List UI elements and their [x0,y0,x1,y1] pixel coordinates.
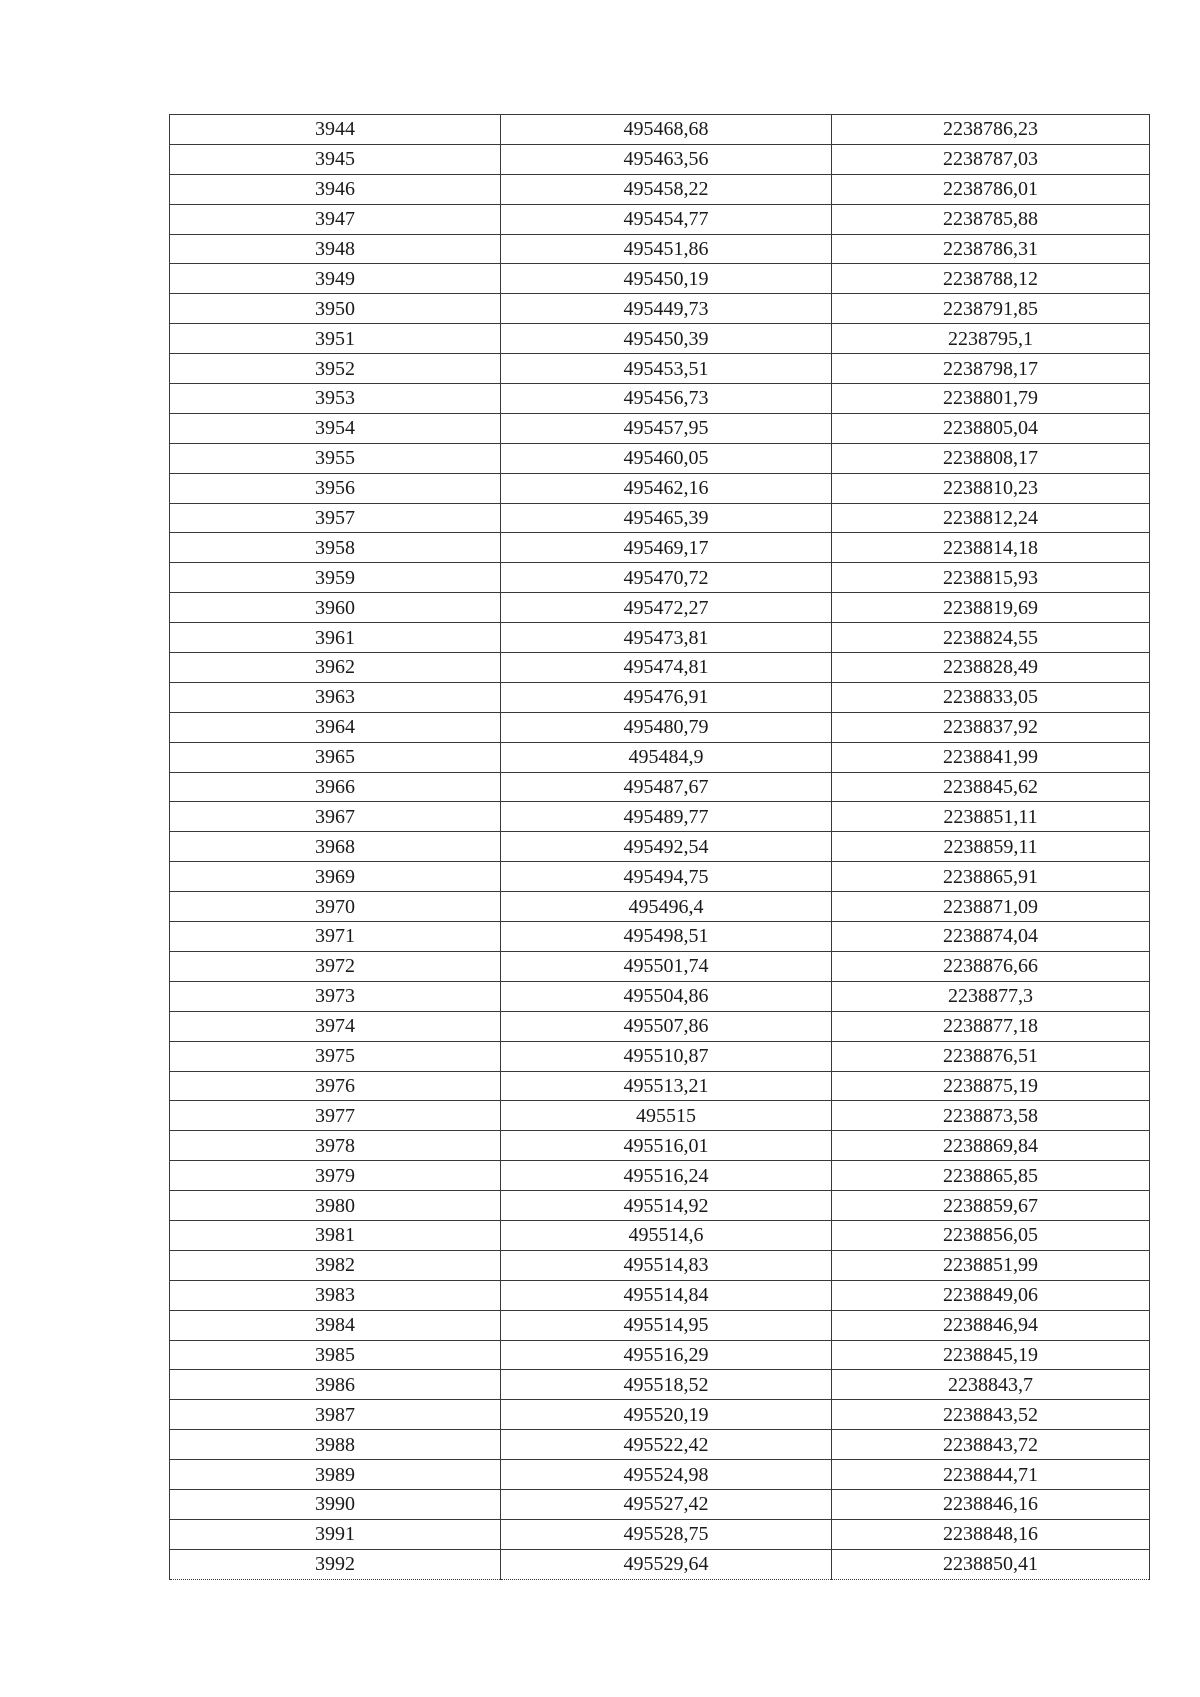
table-row [170,503,1150,533]
x-coordinate-cell: 495501,74 [501,951,832,981]
y-coordinate-cell: 2238815,93 [832,563,1150,593]
x-coordinate-cell: 495450,19 [501,264,832,294]
table-row [170,264,1150,294]
table-row [170,1250,1150,1280]
point-number-cell: 3960 [170,593,501,623]
point-number-cell: 3983 [170,1280,501,1310]
table-row [170,1549,1150,1579]
table-row [170,533,1150,563]
x-coordinate-cell: 495514,95 [501,1310,832,1340]
point-number-cell: 3974 [170,1011,501,1041]
point-number-cell: 3969 [170,862,501,892]
table-row [170,1220,1150,1250]
y-coordinate-cell: 2238849,06 [832,1280,1150,1310]
point-number-cell: 3958 [170,533,501,563]
point-number-cell: 3961 [170,623,501,653]
table-row [170,1519,1150,1549]
table-row [170,1011,1150,1041]
coordinates-table [169,114,1150,1580]
y-coordinate-cell: 2238786,23 [832,115,1150,145]
point-number-cell: 3959 [170,563,501,593]
table-row [170,1101,1150,1131]
table-row [170,1071,1150,1101]
point-number-cell: 3979 [170,1161,501,1191]
x-coordinate-cell: 495529,64 [501,1549,832,1579]
point-number-cell: 3975 [170,1041,501,1071]
table-row [170,1041,1150,1071]
y-coordinate-cell: 2238788,12 [832,264,1150,294]
table-row [170,1131,1150,1161]
x-coordinate-cell: 495468,68 [501,115,832,145]
x-coordinate-cell: 495457,95 [501,413,832,443]
y-coordinate-cell: 2238824,55 [832,623,1150,653]
y-coordinate-cell: 2238837,92 [832,712,1150,742]
point-number-cell: 3954 [170,413,501,443]
y-coordinate-cell: 2238856,05 [832,1220,1150,1250]
x-coordinate-cell: 495522,42 [501,1430,832,1460]
table-row [170,473,1150,503]
table-row [170,862,1150,892]
x-coordinate-cell: 495476,91 [501,682,832,712]
point-number-cell: 3968 [170,832,501,862]
y-coordinate-cell: 2238869,84 [832,1131,1150,1161]
table-row [170,174,1150,204]
x-coordinate-cell: 495514,6 [501,1220,832,1250]
y-coordinate-cell: 2238791,85 [832,294,1150,324]
point-number-cell: 3973 [170,981,501,1011]
table-row [170,115,1150,145]
x-coordinate-cell: 495494,75 [501,862,832,892]
x-coordinate-cell: 495463,56 [501,144,832,174]
table-row [170,623,1150,653]
point-number-cell: 3947 [170,204,501,234]
point-number-cell: 3955 [170,443,501,473]
x-coordinate-cell: 495454,77 [501,204,832,234]
x-coordinate-cell: 495462,16 [501,473,832,503]
y-coordinate-cell: 2238833,05 [832,682,1150,712]
y-coordinate-cell: 2238876,66 [832,951,1150,981]
point-number-cell: 3970 [170,892,501,922]
coordinates-table-body [170,115,1150,1580]
x-coordinate-cell: 495520,19 [501,1400,832,1430]
table-row [170,1460,1150,1490]
point-number-cell: 3948 [170,234,501,264]
point-number-cell: 3990 [170,1489,501,1519]
table-row [170,772,1150,802]
point-number-cell: 3944 [170,115,501,145]
point-number-cell: 3977 [170,1101,501,1131]
point-number-cell: 3992 [170,1549,501,1579]
point-number-cell: 3987 [170,1400,501,1430]
x-coordinate-cell: 495458,22 [501,174,832,204]
point-number-cell: 3950 [170,294,501,324]
x-coordinate-cell: 495516,01 [501,1131,832,1161]
y-coordinate-cell: 2238814,18 [832,533,1150,563]
table-row [170,563,1150,593]
y-coordinate-cell: 2238801,79 [832,384,1150,414]
y-coordinate-cell: 2238843,7 [832,1370,1150,1400]
table-row [170,742,1150,772]
table-row [170,384,1150,414]
table-row [170,144,1150,174]
table-row [170,593,1150,623]
table-row [170,1310,1150,1340]
y-coordinate-cell: 2238850,41 [832,1549,1150,1579]
table-row [170,712,1150,742]
y-coordinate-cell: 2238845,19 [832,1340,1150,1370]
y-coordinate-cell: 2238785,88 [832,204,1150,234]
x-coordinate-cell: 495449,73 [501,294,832,324]
y-coordinate-cell: 2238877,18 [832,1011,1150,1041]
x-coordinate-cell: 495469,17 [501,533,832,563]
point-number-cell: 3949 [170,264,501,294]
table-row [170,1340,1150,1370]
point-number-cell: 3964 [170,712,501,742]
x-coordinate-cell: 495516,24 [501,1161,832,1191]
x-coordinate-cell: 495514,84 [501,1280,832,1310]
point-number-cell: 3980 [170,1191,501,1221]
y-coordinate-cell: 2238843,52 [832,1400,1150,1430]
y-coordinate-cell: 2238787,03 [832,144,1150,174]
point-number-cell: 3953 [170,384,501,414]
y-coordinate-cell: 2238865,91 [832,862,1150,892]
y-coordinate-cell: 2238845,62 [832,772,1150,802]
table-row [170,981,1150,1011]
x-coordinate-cell: 495484,9 [501,742,832,772]
table-row [170,1430,1150,1460]
table-row [170,204,1150,234]
y-coordinate-cell: 2238843,72 [832,1430,1150,1460]
y-coordinate-cell: 2238851,11 [832,802,1150,832]
y-coordinate-cell: 2238798,17 [832,354,1150,384]
x-coordinate-cell: 495480,79 [501,712,832,742]
y-coordinate-cell: 2238810,23 [832,473,1150,503]
x-coordinate-cell: 495504,86 [501,981,832,1011]
point-number-cell: 3963 [170,682,501,712]
y-coordinate-cell: 2238871,09 [832,892,1150,922]
y-coordinate-cell: 2238846,94 [832,1310,1150,1340]
point-number-cell: 3986 [170,1370,501,1400]
x-coordinate-cell: 495527,42 [501,1489,832,1519]
y-coordinate-cell: 2238841,99 [832,742,1150,772]
y-coordinate-cell: 2238848,16 [832,1519,1150,1549]
table-row [170,1400,1150,1430]
table-row [170,1489,1150,1519]
point-number-cell: 3988 [170,1430,501,1460]
x-coordinate-cell: 495450,39 [501,324,832,354]
x-coordinate-cell: 495487,67 [501,772,832,802]
x-coordinate-cell: 495528,75 [501,1519,832,1549]
table-row [170,832,1150,862]
y-coordinate-cell: 2238808,17 [832,443,1150,473]
y-coordinate-cell: 2238851,99 [832,1250,1150,1280]
table-row [170,443,1150,473]
point-number-cell: 3985 [170,1340,501,1370]
x-coordinate-cell: 495516,29 [501,1340,832,1370]
y-coordinate-cell: 2238875,19 [832,1071,1150,1101]
y-coordinate-cell: 2238795,1 [832,324,1150,354]
table-row [170,1370,1150,1400]
y-coordinate-cell: 2238786,01 [832,174,1150,204]
y-coordinate-cell: 2238859,11 [832,832,1150,862]
x-coordinate-cell: 495515 [501,1101,832,1131]
point-number-cell: 3965 [170,742,501,772]
table-row [170,1280,1150,1310]
point-number-cell: 3989 [170,1460,501,1490]
table-row [170,802,1150,832]
table-row [170,1191,1150,1221]
point-number-cell: 3951 [170,324,501,354]
y-coordinate-cell: 2238846,16 [832,1489,1150,1519]
x-coordinate-cell: 495518,52 [501,1370,832,1400]
y-coordinate-cell: 2238812,24 [832,503,1150,533]
point-number-cell: 3976 [170,1071,501,1101]
point-number-cell: 3957 [170,503,501,533]
x-coordinate-cell: 495496,4 [501,892,832,922]
point-number-cell: 3972 [170,951,501,981]
table-row [170,1161,1150,1191]
x-coordinate-cell: 495453,51 [501,354,832,384]
point-number-cell: 3984 [170,1310,501,1340]
table-row [170,682,1150,712]
point-number-cell: 3952 [170,354,501,384]
table-row [170,892,1150,922]
x-coordinate-cell: 495507,86 [501,1011,832,1041]
x-coordinate-cell: 495492,54 [501,832,832,862]
x-coordinate-cell: 495498,51 [501,922,832,952]
table-row [170,413,1150,443]
y-coordinate-cell: 2238874,04 [832,922,1150,952]
point-number-cell: 3981 [170,1220,501,1250]
x-coordinate-cell: 495524,98 [501,1460,832,1490]
x-coordinate-cell: 495451,86 [501,234,832,264]
point-number-cell: 3945 [170,144,501,174]
point-number-cell: 3946 [170,174,501,204]
x-coordinate-cell: 495460,05 [501,443,832,473]
point-number-cell: 3966 [170,772,501,802]
point-number-cell: 3956 [170,473,501,503]
x-coordinate-cell: 495514,83 [501,1250,832,1280]
point-number-cell: 3991 [170,1519,501,1549]
x-coordinate-cell: 495470,72 [501,563,832,593]
y-coordinate-cell: 2238828,49 [832,653,1150,683]
table-row [170,653,1150,683]
y-coordinate-cell: 2238865,85 [832,1161,1150,1191]
point-number-cell: 3967 [170,802,501,832]
x-coordinate-cell: 495465,39 [501,503,832,533]
table-row [170,234,1150,264]
y-coordinate-cell: 2238873,58 [832,1101,1150,1131]
x-coordinate-cell: 495474,81 [501,653,832,683]
point-number-cell: 3971 [170,922,501,952]
table-row [170,324,1150,354]
x-coordinate-cell: 495514,92 [501,1191,832,1221]
table-row [170,951,1150,981]
y-coordinate-cell: 2238859,67 [832,1191,1150,1221]
y-coordinate-cell: 2238786,31 [832,234,1150,264]
y-coordinate-cell: 2238805,04 [832,413,1150,443]
table-row [170,354,1150,384]
x-coordinate-cell: 495513,21 [501,1071,832,1101]
table-row [170,922,1150,952]
x-coordinate-cell: 495473,81 [501,623,832,653]
x-coordinate-cell: 495456,73 [501,384,832,414]
y-coordinate-cell: 2238876,51 [832,1041,1150,1071]
point-number-cell: 3978 [170,1131,501,1161]
point-number-cell: 3962 [170,653,501,683]
x-coordinate-cell: 495472,27 [501,593,832,623]
table-row [170,294,1150,324]
point-number-cell: 3982 [170,1250,501,1280]
y-coordinate-cell: 2238819,69 [832,593,1150,623]
x-coordinate-cell: 495489,77 [501,802,832,832]
y-coordinate-cell: 2238877,3 [832,981,1150,1011]
y-coordinate-cell: 2238844,71 [832,1460,1150,1490]
x-coordinate-cell: 495510,87 [501,1041,832,1071]
